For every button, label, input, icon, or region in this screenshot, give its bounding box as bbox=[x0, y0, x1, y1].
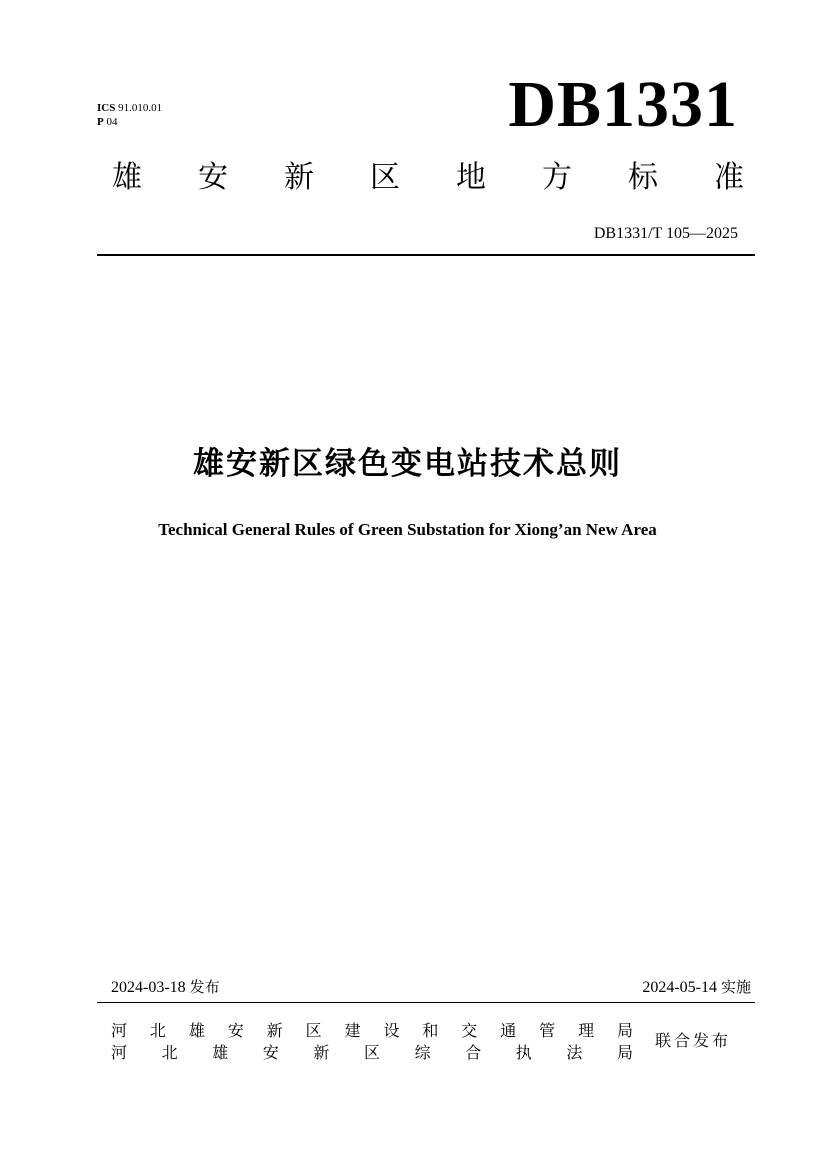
standard-type-char: 新 bbox=[284, 160, 314, 195]
joint-issue-label: 联合发布 bbox=[655, 1031, 732, 1050]
issuer-char: 北 bbox=[149, 1021, 166, 1040]
standard-number: DB1331/T 105—2025 bbox=[593, 225, 738, 242]
ccs-code: 04 bbox=[106, 116, 118, 128]
standard-type-char: 区 bbox=[370, 160, 400, 195]
issuer-char: 通 bbox=[500, 1021, 517, 1040]
header-divider bbox=[97, 254, 755, 256]
issuer-char: 雄 bbox=[212, 1043, 229, 1062]
issuer-char: 北 bbox=[161, 1043, 178, 1062]
standard-type bbox=[112, 160, 744, 196]
ccs-label: P bbox=[97, 116, 104, 128]
ics-code: 91.010.01 bbox=[118, 102, 163, 114]
standard-type-char: 安 bbox=[198, 160, 228, 195]
issuer-char: 法 bbox=[566, 1043, 583, 1062]
implement-label: 实施 bbox=[720, 978, 751, 996]
standard-type-char: 雄 bbox=[112, 160, 142, 195]
document-title-cn: 雄安新区绿色变电站技术总则 bbox=[193, 446, 622, 482]
issuer-char: 交 bbox=[461, 1021, 478, 1040]
issuer-char: 设 bbox=[383, 1021, 400, 1040]
issuer-char: 雄 bbox=[188, 1021, 205, 1040]
issuer-char: 建 bbox=[344, 1021, 361, 1040]
issuer-line-2 bbox=[111, 1043, 633, 1063]
publish-date-value: 2024-03-18 bbox=[111, 979, 186, 996]
issuer-char: 新 bbox=[313, 1043, 330, 1062]
publish-label: 发布 bbox=[189, 978, 220, 996]
issuer-char: 执 bbox=[515, 1043, 532, 1062]
issuer-char: 区 bbox=[363, 1043, 380, 1062]
document-title-en: Technical General Rules of Green Substation for Xiong’an New Area bbox=[158, 520, 657, 539]
issuer-char: 河 bbox=[111, 1021, 128, 1040]
ics-label: ICS bbox=[97, 102, 116, 114]
publish-date bbox=[111, 976, 220, 999]
issuer-char: 新 bbox=[266, 1021, 283, 1040]
issuer-char: 综 bbox=[414, 1043, 431, 1062]
issuer-char: 河 bbox=[111, 1043, 128, 1062]
standard-code: DB1331 bbox=[508, 68, 738, 141]
issuer-char: 管 bbox=[539, 1021, 556, 1040]
issuer-char: 局 bbox=[616, 1021, 633, 1040]
implement-date-value: 2024-05-14 bbox=[642, 979, 717, 996]
implement-date bbox=[642, 976, 751, 999]
footer-divider bbox=[97, 1002, 755, 1003]
standard-type-char: 方 bbox=[542, 160, 572, 195]
standard-type-char: 地 bbox=[456, 160, 486, 195]
classification-codes bbox=[97, 101, 162, 129]
issuer-char: 局 bbox=[616, 1043, 633, 1062]
issuer-char: 理 bbox=[578, 1021, 595, 1040]
issuer-char: 区 bbox=[305, 1021, 322, 1040]
issuer-char: 和 bbox=[422, 1021, 439, 1040]
issuer-line-1 bbox=[111, 1021, 633, 1041]
issuer-char: 安 bbox=[227, 1021, 244, 1040]
issuer-char: 合 bbox=[465, 1043, 482, 1062]
issuer-char: 安 bbox=[262, 1043, 279, 1062]
standard-type-char: 标 bbox=[628, 160, 658, 195]
standard-type-char: 准 bbox=[714, 160, 744, 195]
